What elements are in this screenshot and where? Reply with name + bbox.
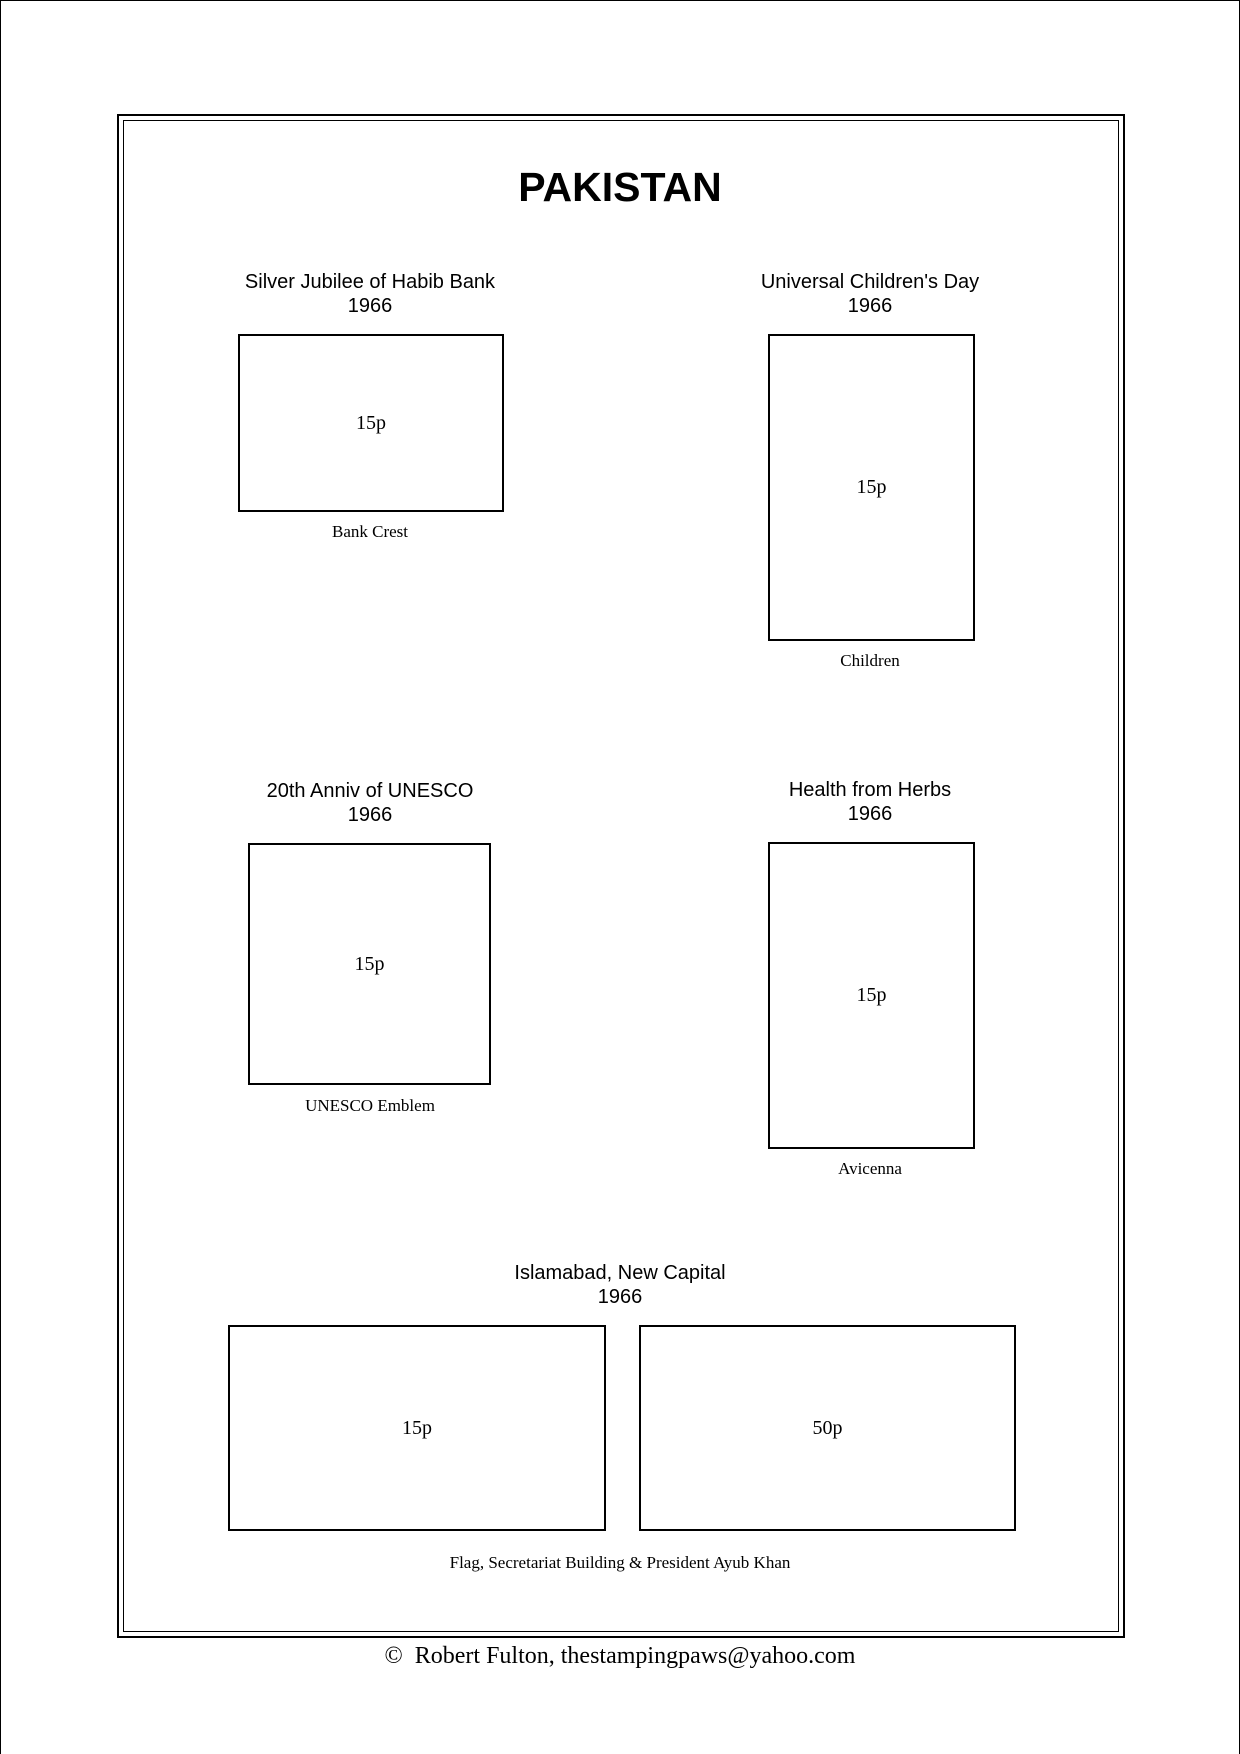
stamp-value: 50p bbox=[812, 1416, 843, 1439]
stamp-space-health-from-herbs bbox=[768, 842, 975, 1149]
issue-year: 1966 bbox=[347, 295, 393, 317]
stamp-value: 15p bbox=[354, 952, 385, 975]
stamp-caption-habib-bank: Bank Crest bbox=[331, 522, 409, 541]
issue-name: 20th Anniv of UNESCO bbox=[266, 780, 474, 802]
issue-year: 1966 bbox=[347, 804, 393, 826]
issue-heading-habib-bank bbox=[220, 270, 520, 318]
stamp-value: 15p bbox=[856, 476, 887, 498]
issue-heading-islamabad bbox=[420, 1261, 820, 1309]
issue-year: 1966 bbox=[847, 803, 893, 825]
stamp-value: 15p bbox=[402, 1416, 432, 1439]
stamp-space-unesco bbox=[248, 843, 491, 1085]
issue-name: Islamabad, New Capital bbox=[514, 1262, 726, 1284]
stamp-space-childrens-day bbox=[768, 334, 975, 641]
stamp-caption-islamabad: Flag, Secretariat Building & President Ayub Khan bbox=[449, 1553, 791, 1572]
stamp-caption-health-from-herbs: Avicenna bbox=[838, 1159, 902, 1178]
issue-heading-health-from-herbs bbox=[720, 778, 1020, 826]
copyright-footer: © Robert Fulton, thestampingpaws@yahoo.com bbox=[384, 1643, 856, 1669]
issue-year: 1966 bbox=[597, 1286, 643, 1308]
stamp-caption-unesco: UNESCO Emblem bbox=[305, 1096, 435, 1115]
issue-name: Universal Children's Day bbox=[760, 271, 980, 293]
issue-year: 1966 bbox=[847, 295, 893, 317]
issue-heading-childrens-day bbox=[720, 270, 1020, 318]
issue-name: Health from Herbs bbox=[788, 779, 952, 801]
stamp-value: 15p bbox=[356, 411, 386, 434]
issue-name: Silver Jubilee of Habib Bank bbox=[244, 271, 496, 293]
stamp-caption-childrens-day: Children bbox=[840, 651, 900, 670]
issue-heading-unesco bbox=[220, 779, 520, 827]
stamp-value: 15p bbox=[856, 984, 887, 1006]
stamp-space-habib-bank bbox=[238, 334, 504, 512]
stamp-space-islamabad-50p bbox=[639, 1325, 1016, 1531]
page-title: PAKISTAN bbox=[518, 164, 722, 210]
stamp-space-islamabad-15p bbox=[228, 1325, 606, 1531]
